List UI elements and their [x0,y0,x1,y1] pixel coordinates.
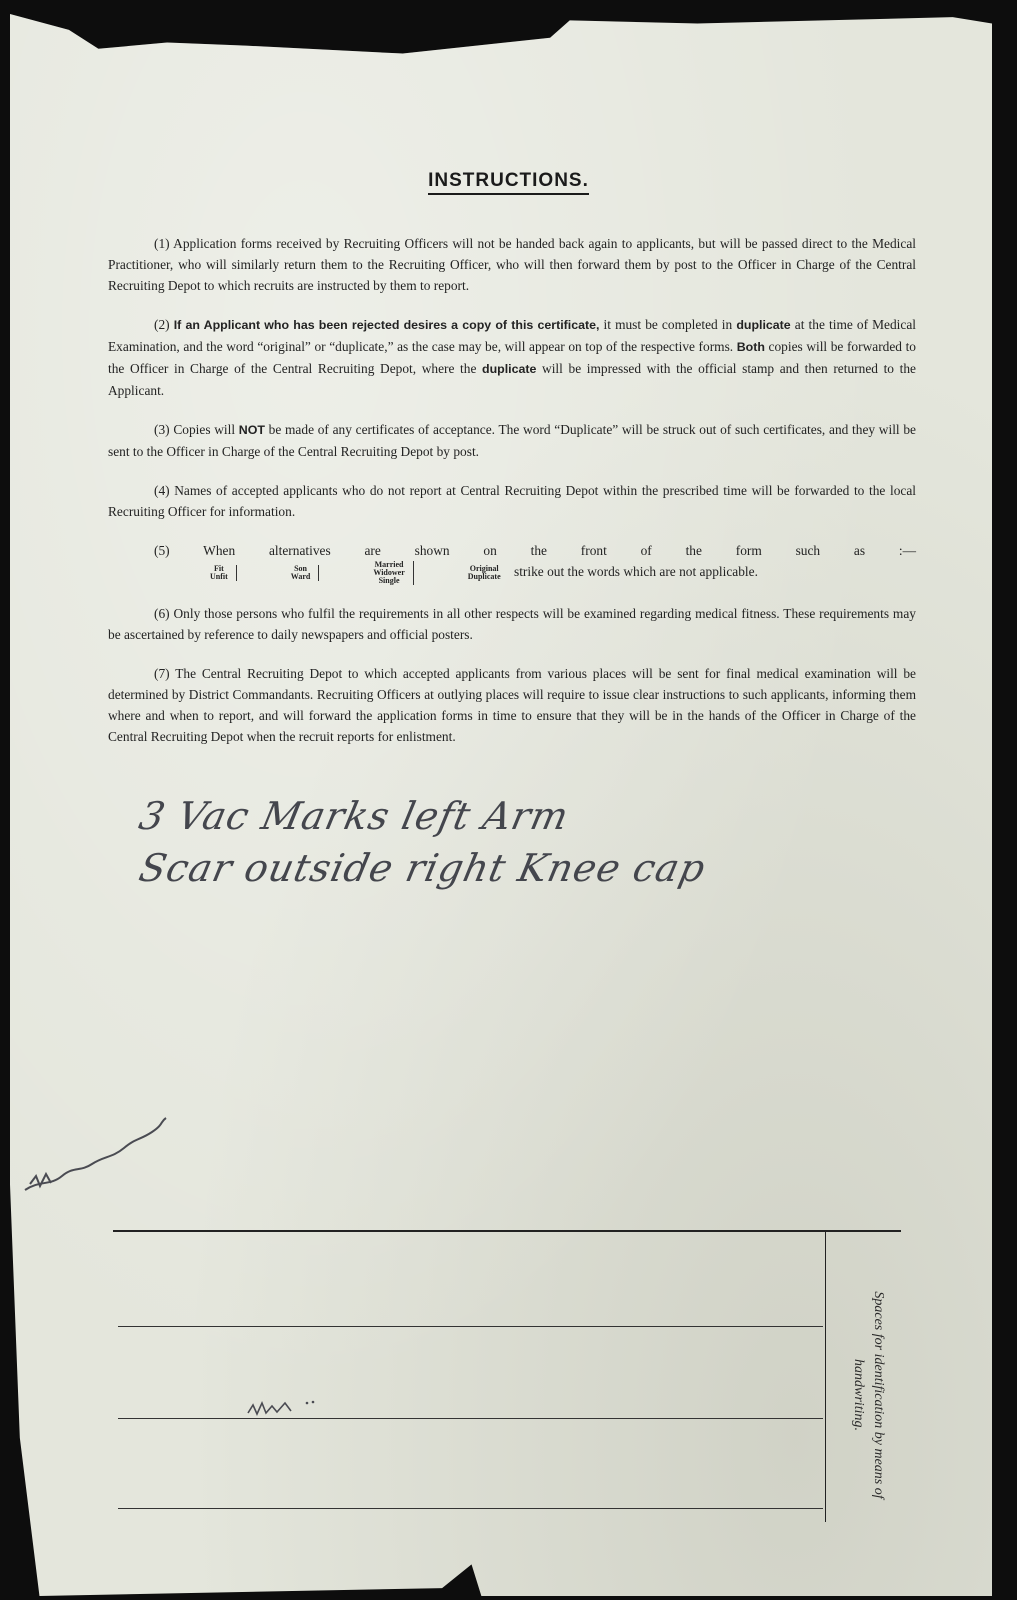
handwriting-id-box [113,1230,901,1522]
handwritten-notes [135,790,860,894]
instruction-2-bold-lead: If an Applicant who has been rejected desires a copy of this certificate, [173,318,600,332]
alt-original: Original [469,564,499,573]
instruction-2-number: (2) [154,317,174,332]
alt-marital [319,561,413,585]
instruction-2-bold-duplicate-2: duplicate [482,362,537,376]
instruction-3-bold-not: NOT [238,423,265,437]
handwritten-line-1: 3 Vac Marks left Arm [135,794,573,838]
instruction-2-text-d: will be impressed with the official stamp and then returned to the Applicant. [108,361,916,398]
instruction-7: (7) The Central Recruiting Depot to which accepted applicants from various places will be sent for final medical examination will be determined by District Commandants. Recruiting Officers at outlying places will require to issue clear instructions to such applicants, informing them where and when to report, and will forward the application forms in time to ensure that they will be in the hands of the Officer in Charge of the Central Recruiting Depot when the recruit reports for enlistment. [108,666,916,744]
margin-scribble [20,1110,170,1200]
id-line-3 [118,1508,823,1509]
title-text: INSTRUCTIONS. [428,170,589,195]
alt-fit: Fit [214,564,224,573]
alt-duplicate: Duplicate [467,572,501,581]
page-title [0,170,1017,192]
handwriting-id-label-text: Spaces for identification by means of handwriting. [851,1291,886,1499]
alt-ward: Ward [290,572,311,581]
alt-widower: Widower [373,568,405,577]
handwriting-id-label [810,1270,910,1520]
alt-son-ward [237,565,320,581]
id-line-1 [118,1326,823,1327]
alt-married: Married [374,560,404,569]
instruction-2-text-c: copies will be forwarded to the Officer in Charge of the Central Recruiting Depot, where the [108,339,916,376]
alt-single: Single [378,576,400,585]
instruction-3-text-a: (3) Copies will [154,422,239,437]
instruction-1: (1) Application forms received by Recruiting Officers will not be handed back again to applicants, but will be passed direct to the Medical Practitioner, who will similarly return them to the Recruiting Officer, who will then forward them by post to the Officer in Charge of the Central Recruiting Depot to which recruits are instructed by them to report. [108,236,916,293]
instruction-2-text-a: it must be completed in [599,317,737,332]
instructions-body [108,233,916,765]
alt-fit-unfit [156,565,237,581]
alt-unfit: Unfit [210,572,228,581]
instruction-6: (6) Only those persons who fulfil the requirements in all other respects will be examined regarding medical fitness. These requirements may be ascertained by reference to daily newspapers and official posters. [108,606,916,642]
alt-original-duplicate [414,565,509,581]
id-line-2 [118,1418,823,1419]
alt-son: Son [294,564,308,573]
alternatives-example [110,561,509,585]
instruction-2 [108,314,916,401]
instruction-5 [108,540,916,585]
instruction-2-bold-both: Both [736,340,765,354]
instruction-5-text-b: strike out the words which are not applicable. [510,564,758,580]
instruction-4: (4) Names of accepted applicants who do not report at Central Recruiting Depot within the prescribed time will be forwarded to the local Recruiting Officer for information. [108,483,916,519]
instruction-2-text-b: at the time of Medical Examination, and the word “original” or “duplicate,” as the case may be, will appear on top of the respective forms. [108,317,917,354]
handwritten-line-2: Scar outside right Knee cap [135,846,710,890]
instruction-2-bold-duplicate: duplicate [736,318,791,332]
instruction-3 [108,419,916,462]
instruction-3-text-b: be made of any certificates of acceptance. The word “Duplicate” will be struck out of such certificates, and they will be sent to the Officer in Charge of the Central Recruiting Depot by post. [108,422,916,459]
instruction-5-text-a: (5) When alternatives are shown on the front of the form such as :— [154,543,916,558]
